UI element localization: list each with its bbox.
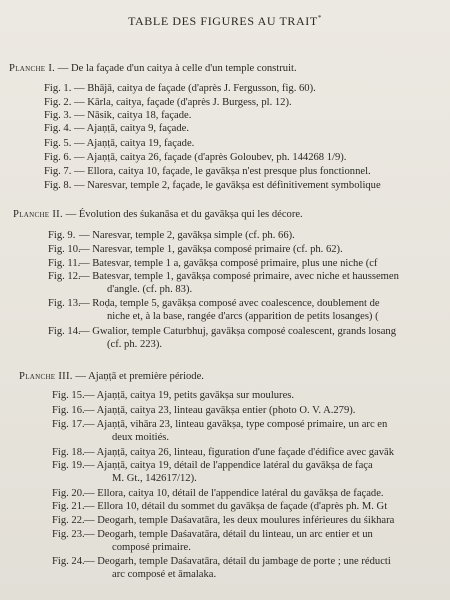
figure-caption: — Ellora, caitya 10, détail de l'appendice latéral du gavākṣa de façade.	[84, 488, 384, 499]
page-title-text: TABLE DES FIGURES AU TRAIT	[128, 14, 318, 28]
page-title	[0, 14, 450, 29]
planche-heading	[19, 370, 204, 383]
figure-caption: — Ajaṇṭā, caitya 19, façade.	[74, 138, 195, 149]
figure-number: Fig. 18.	[52, 447, 85, 458]
planche-heading	[9, 62, 297, 75]
planche-caption: — Évolution des śukanāsa et du gavākṣa qui les décore.	[62, 209, 303, 220]
planche-caption: — De la façade d'un caitya à celle d'un temple construit.	[55, 63, 297, 74]
figure-number: Fig. 9.	[48, 230, 76, 241]
figure-number: Fig. 1.	[44, 83, 72, 94]
figure-caption-continued: deux moitiés.	[112, 432, 170, 443]
planche-heading	[13, 208, 303, 221]
figure-caption: — Batesvar, temple 1 a, gavākṣa composé primaire, plus une niche (cf	[79, 258, 378, 269]
figure-caption: — Naresvar, temple 2, gavākṣa simple (cf. ph. 66).	[79, 230, 295, 241]
planche-label: Planche II.	[13, 209, 63, 220]
figure-number: Fig. 19.	[52, 460, 85, 471]
figure-caption-continued: (cf. ph. 223).	[107, 339, 163, 350]
figure-number: Fig. 7.	[44, 166, 72, 177]
figure-number: Fig. 6.	[44, 152, 72, 163]
figure-number: Fig. 16.	[52, 405, 85, 416]
figure-number: Fig. 20.	[52, 488, 85, 499]
figure-caption: — Deogarh, temple Daśavatāra, détail du linteau, un arc entier et un	[84, 529, 373, 540]
figure-caption: — Ajaṇṭā, caitya 9, façade.	[74, 123, 190, 134]
figure-number: Fig. 13.	[48, 298, 81, 309]
figure-caption: — Deogarh, temple Daśavatāra, détail du jambage de porte ; une réducti	[84, 556, 391, 567]
figure-number: Fig. 17.	[52, 419, 85, 430]
figure-number: Fig. 24.	[52, 556, 85, 567]
figure-number: Fig. 12.	[48, 271, 81, 282]
figure-caption: — Ajaṇṭā, caitya 19, détail de l'appendice latéral du gavākṣa de faça	[84, 460, 373, 471]
figure-caption-continued: arc composé et āmalaka.	[112, 569, 217, 580]
figure-number: Fig. 14.	[48, 326, 81, 337]
figure-number: Fig. 8.	[44, 180, 72, 191]
figure-caption: — Ellora, caitya 10, façade, le gavākṣa n'est presque plus fonctionnel.	[74, 166, 371, 177]
figure-number: Fig. 10.	[48, 244, 81, 255]
figure-caption: — Ellora 10, détail du sommet du gavākṣa de façade (d'après ph. M. Gt	[84, 501, 388, 512]
figure-caption: — Ajaṇṭā, caitya 26, linteau, figuration d'une façade d'édifice avec gavāk	[84, 447, 395, 458]
figure-number: Fig. 11.	[48, 258, 81, 269]
figure-caption-continued: composé primaire.	[112, 542, 191, 553]
figure-caption: — Deogarh, temple Daśavatāra, les deux moulures inférieures du śikhara	[84, 515, 395, 526]
figure-number: Fig. 2.	[44, 97, 72, 108]
planche-label: Planche III.	[19, 371, 73, 382]
figure-caption: — Nāsik, caitya 18, façade.	[74, 110, 192, 121]
figure-caption: — Naresvar, temple 1, gavākṣa composé primaire (cf. ph. 62).	[79, 244, 343, 255]
figure-caption: — Ajaṇṭā, caitya 23, linteau gavākṣa entier (photo O. V. A.279).	[84, 405, 356, 416]
figure-number: Fig. 22.	[52, 515, 85, 526]
figure-caption: — Ajaṇṭā, caitya 26, façade (d'après Goloubev, ph. 144268 1/9).	[74, 152, 347, 163]
figure-caption: — Bhājā, caitya de façade (d'après J. Fergusson, fig. 60).	[74, 83, 316, 94]
figure-number: Fig. 15.	[52, 390, 85, 401]
figure-number: Fig. 3.	[44, 110, 72, 121]
figure-number: Fig. 5.	[44, 138, 72, 149]
figure-number: Fig. 23.	[52, 529, 85, 540]
figure-caption: — Batesvar, temple 1, gavākṣa composé primaire, avec niche et haussemen	[79, 271, 399, 282]
figure-caption-continued: M. Gt., 142617/12).	[112, 473, 197, 484]
title-footnote-mark: *	[317, 14, 322, 22]
figure-caption: — Roḍa, temple 5, gavākṣa composé avec coalescence, doublement de	[79, 298, 380, 309]
figure-number: Fig. 4.	[44, 123, 72, 134]
figure-caption-continued: niche et, à la base, rangée d'arcs (apparition de petits losanges) (	[107, 311, 379, 322]
planche-caption: — Ajaṇṭā et première période.	[72, 371, 204, 382]
figure-caption: — Gwalior, temple Caturbhuj, gavākṣa composé coalescent, grands losang	[79, 326, 397, 337]
figure-number: Fig. 21.	[52, 501, 85, 512]
figure-caption-continued: d'angle. (cf. ph. 83).	[107, 284, 193, 295]
figure-caption: — Ajaṇṭā, vihāra 23, linteau gavākṣa, type composé primaire, un arc en	[84, 419, 388, 430]
figure-caption: — Ajaṇṭā, caitya 19, petits gavākṣa sur moulures.	[84, 390, 295, 401]
planche-label: Planche I.	[9, 63, 56, 74]
figure-caption: — Naresvar, temple 2, façade, le gavākṣa est définitivement symbolique	[74, 180, 381, 191]
figure-caption: — Kārla, caitya, façade (d'après J. Burgess, pl. 12).	[74, 97, 292, 108]
